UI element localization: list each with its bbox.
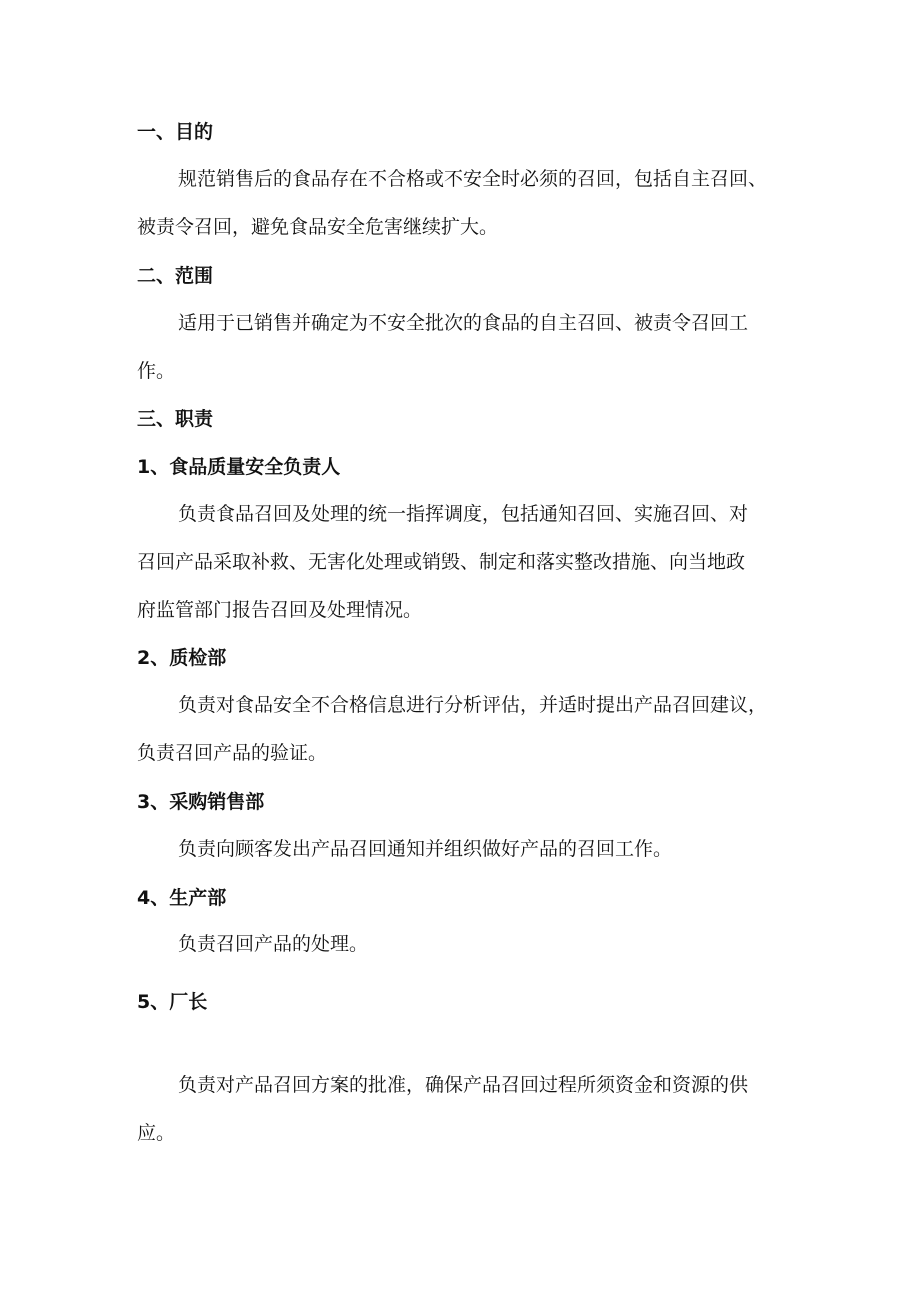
body-line: 府监管部门报告召回及处理情况。 xyxy=(137,599,423,621)
body-line: 负责召回产品的处理。 xyxy=(178,933,369,955)
section-heading-responsibilities: 三、职责 xyxy=(137,408,214,430)
body-line: 召回产品采取补救、无害化处理或销毁、制定和落实整改措施、向当地政 xyxy=(137,551,746,573)
body-line: 负责召回产品的验证。 xyxy=(137,742,328,764)
body-line: 应。 xyxy=(137,1122,176,1144)
body-line: 负责食品召回及处理的统一指挥调度，包括通知召回、实施召回、对 xyxy=(178,503,749,525)
subsection-body-food-safety-officer xyxy=(137,490,792,634)
body-line: 负责对食品安全不合格信息进行分析评估，并适时提出产品召回建议， xyxy=(178,694,768,716)
subsection-body-sales-department xyxy=(137,825,792,873)
body-line: 规范销售后的食品存在不合格或不安全时必须的召回，包括自主召回、 xyxy=(178,168,768,190)
subsection-body-factory-director xyxy=(137,1061,792,1157)
subsection-heading-factory-director: 5、厂长 xyxy=(137,991,208,1013)
subsection-heading-quality-department: 2、质检部 xyxy=(137,647,227,669)
subsection-heading-sales-department: 3、采购销售部 xyxy=(137,791,265,813)
body-line: 负责对产品召回方案的批准，确保产品召回过程所须资金和资源的供 xyxy=(178,1074,749,1096)
subsection-body-quality-department xyxy=(137,681,792,777)
body-line: 被责令召回，避免食品安全危害继续扩大。 xyxy=(137,216,499,238)
body-line: 适用于已销售并确定为不安全批次的食品的自主召回、被责令召回工 xyxy=(178,312,749,334)
body-line: 负责向顾客发出产品召回通知并组织做好产品的召回工作。 xyxy=(178,838,673,860)
subsection-body-production-department xyxy=(137,920,792,968)
section-body-purpose xyxy=(137,155,792,251)
body-line: 作。 xyxy=(137,360,176,382)
subsection-heading-food-safety-officer: 1、食品质量安全负责人 xyxy=(137,456,341,478)
section-heading-scope: 二、范围 xyxy=(137,265,214,287)
section-heading-purpose: 一、目的 xyxy=(137,121,214,143)
section-body-scope xyxy=(137,299,792,395)
subsection-heading-production-department: 4、生产部 xyxy=(137,887,227,909)
